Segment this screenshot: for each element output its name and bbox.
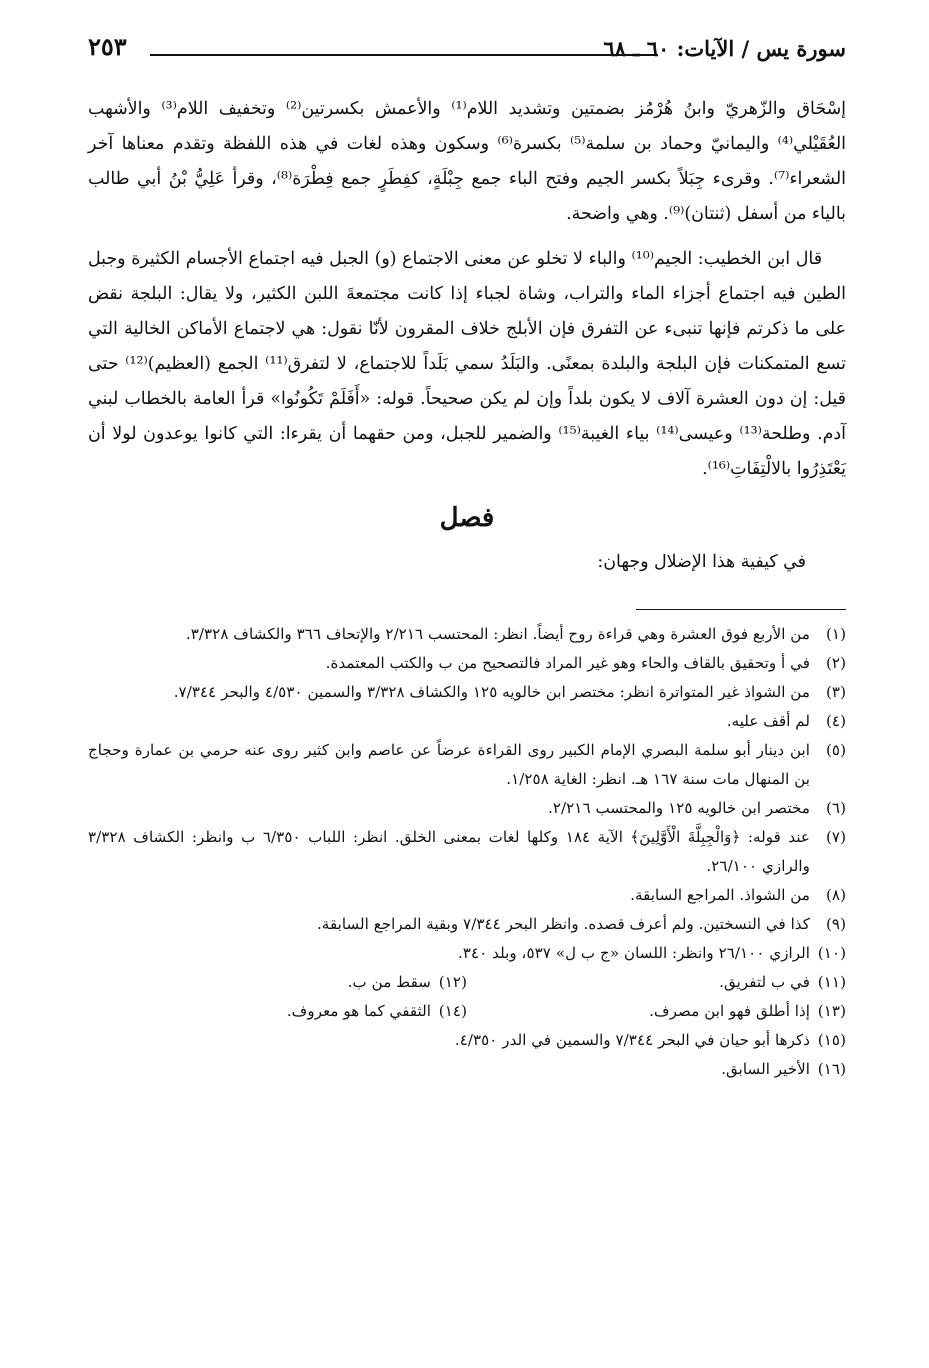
footnote-text: الرازي ٢٦/١٠٠ وانظر: اللسان «ج ب ل» ٥٣٧، وبلد ٣٤٠. xyxy=(458,944,810,962)
section-heading: فصل xyxy=(439,503,495,533)
footnote-number: (١٢) xyxy=(438,973,467,991)
footnote-number: (٦) xyxy=(825,799,846,817)
footnote-text: الأخير السابق. xyxy=(721,1060,810,1078)
footnote-number: (٩) xyxy=(825,915,846,933)
footnote-number: (١١) xyxy=(817,973,846,991)
footnote-pair xyxy=(88,968,846,997)
footnote xyxy=(88,881,846,910)
footnote-number: (٧) xyxy=(825,828,846,846)
footnote xyxy=(88,707,846,736)
footnote xyxy=(467,968,846,997)
paragraph: قال ابن الخطيب: الجيم⁽¹⁰⁾ والباء لا تخلو عن معنى الاجتماع (و) الجبل فيه اجتماع الأجسام الكثيرة وجبل الطين فيه اجتماع أجزاء الماء والتراب، وشاة لجباء إذا كانت مجتمعةَ اللبن الكثير، ولا يقال: البلجة نقض على ما ذكرتم فإنها تنبىء عن التفرق فإن الأبلج خلاف المقرون لأنّا نقول: هي لاجتماع الأماكن الخالية التي تسع المتمكنات فإن البلجة والبلدة بمعنًى. والبَلَدُ سمي بَلَداً للاجتماع، لا لتفرق⁽¹¹⁾ الجمع (العظيم)⁽¹²⁾ حتى قيل: إن دون العشرة آلاف لا يكون بلداً وإن لم يكن صحيحاً. قوله: «أَفَلَمْ تَكُونُوا» قرأ العامة بالخطاب لبني آدم. وطلحة⁽¹³⁾ وعيسى⁽¹⁴⁾ بياء الغيبة⁽¹⁵⁾ والضمير للجبل، ومن حقهما أن يقرءا: التي كانوا يوعدون لولا أن يَعْتَذِرُوا بالالْتِفَاتِ⁽¹⁶⁾. xyxy=(88,249,846,479)
book-page xyxy=(88,32,846,1084)
footnote-text: من الأربع فوق العشرة وهي قراءة روح أيضاً. انظر: المحتسب ٢/٢١٦ والإتحاف ٣٦٦ والكشاف ٣/٣٢٨. xyxy=(185,625,810,643)
footnote-text: الثقفي كما هو معروف. xyxy=(286,1002,431,1020)
main-text xyxy=(88,92,846,487)
footnote xyxy=(88,678,846,707)
footnote-number: (٤) xyxy=(825,712,846,730)
footnote-text: عند قوله: ﴿وَالْجِبِلَّةَ الْأَوَّلِينَ﴾ الآية ١٨٤ وكلها لغات بمعنى الخلق. انظر: اللباب ٦/٣٥٠ ب وانظر: الكشاف ٣/٣٢٨ والرازي ٢٦/١٠٠. xyxy=(88,828,810,875)
footnote-number: (٨) xyxy=(825,886,846,904)
footnote xyxy=(467,997,846,1026)
footnote xyxy=(88,910,846,939)
footnote-text: لم أقف عليه. xyxy=(726,712,810,730)
footnote-text: في ب لتفريق. xyxy=(719,973,810,991)
footnote xyxy=(88,620,846,649)
footnote xyxy=(88,823,846,881)
footnote-pair xyxy=(88,997,846,1026)
footnote-text: من الشواذ. المراجع السابقة. xyxy=(630,886,810,904)
footnote-number: (١) xyxy=(825,625,846,643)
footnote xyxy=(88,968,467,997)
footnote-number: (٥) xyxy=(825,741,846,759)
header-rule xyxy=(150,54,658,56)
footnote-number: (٣) xyxy=(825,683,846,701)
footnote-text: مختصر ابن خالويه ١٢٥ والمحتسب ٢/٢١٦. xyxy=(548,799,810,817)
paragraph: إسْحَاق والزّهريّ وابنُ هُرْمُز بضمتين وتشديد اللام⁽¹⁾ والأعمش بكسرتين⁽²⁾ وتخفيف اللام⁽³⁾ والأشهب العُقَيْلي⁽⁴⁾ واليمانيّ وحماد بن سلمة⁽⁵⁾ بكسرة⁽⁶⁾ وسكون وهذه لغات في هذه اللفظة وتقدم معناها آخر الشعراء⁽⁷⁾. وقرىء جِبَلاً بكسر الجيم وفتح الباء جمع جِبْلَةٍ، كفِطَرٍ جمع فِطْرَة⁽⁸⁾، وقرأ عَلِيُّ بْنُ أبي طالب بالياء من أسفل (ثنتان)⁽⁹⁾. وهي واضحة. xyxy=(88,99,847,224)
footnote-number: (١٥) xyxy=(817,1031,846,1049)
footnote-text: كذا في النسختين. ولم أعرف قصده. وانظر البحر ٧/٣٤٤ وبقية المراجع السابقة. xyxy=(316,915,810,933)
footnote-separator xyxy=(636,609,846,610)
footnote-text: سقط من ب. xyxy=(347,973,431,991)
footnote-text: ذكرها أبو حيان في البحر ٧/٣٤٤ والسمين في الدر ٤/٣٥٠. xyxy=(454,1031,810,1049)
footnote-number: (٢) xyxy=(825,654,846,672)
footnote-number: (١٦) xyxy=(817,1060,846,1078)
footnote-text: من الشواذ غير المتواترة انظر: مختصر ابن خالويه ١٢٥ والكشاف ٣/٣٢٨ والسمين ٤/٥٣٠ والبحر ٧/٣٤٤. xyxy=(173,683,810,701)
footnotes xyxy=(88,620,846,1084)
footnote xyxy=(88,997,467,1026)
running-title: سورة يس / الآيات: ٦٠ ـ ٦٨ xyxy=(603,36,846,61)
footnote xyxy=(88,1055,846,1084)
section-subheading: في كيفية هذا الإضلال وجهان: xyxy=(597,552,806,572)
page-header xyxy=(88,32,846,66)
footnote xyxy=(88,736,846,794)
footnote xyxy=(88,649,846,678)
footnote-number: (١٠) xyxy=(817,944,846,962)
footnote-text: في أ وتحقيق بالقاف والحاء وهو غير المراد فالتصحيح من ب والكتب المعتمدة. xyxy=(325,654,810,672)
page-number: ٢٥٣ xyxy=(88,32,127,61)
footnote xyxy=(88,939,846,968)
footnote-text: ابن دينار أبو سلمة البصري الإمام الكبير روى القراءة عرضاً عن عاصم وابن كثير روى عنه حرمي بن عمارة وحجاج بن المنهال مات سنة ١٦٧ هـ. انظر: الغاية ١/٢٥٨. xyxy=(88,741,810,788)
footnote-number: (١٣) xyxy=(817,1002,846,1020)
footnote-text: إذا أطلق فهو ابن مصرف. xyxy=(649,1002,810,1020)
footnote xyxy=(88,794,846,823)
footnote-number: (١٤) xyxy=(438,1002,467,1020)
footnote xyxy=(88,1026,846,1055)
